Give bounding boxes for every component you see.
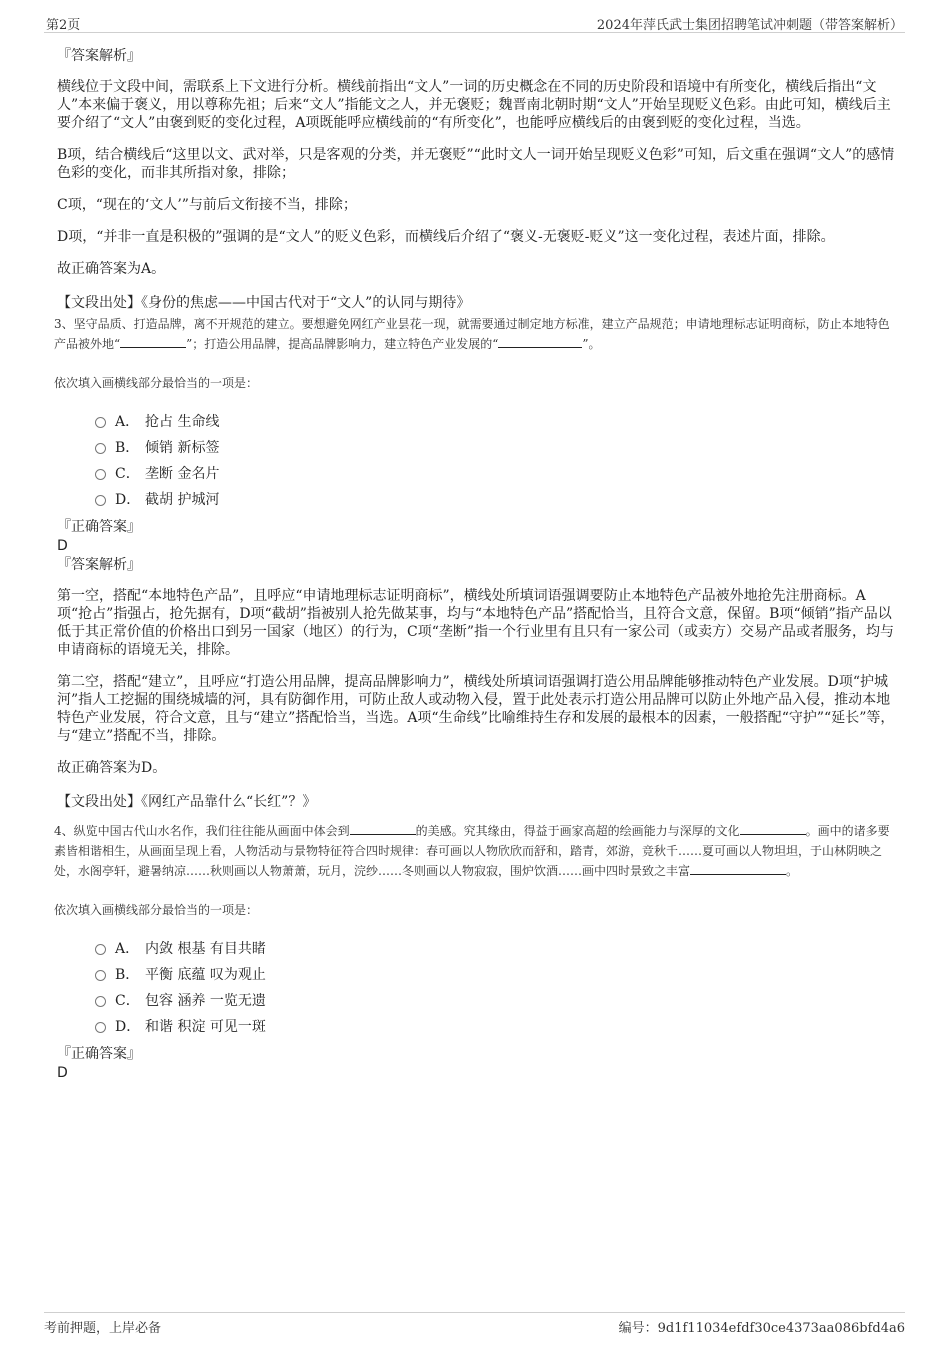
q3-stem: 3、坚守品质、打造品牌，离不开规范的建立。要想避免网红产业昙花一现，就需要通过制定地方标准，建立产品规范；申请地理标志证明商标，防止本地特色产品被外地“ ”；打造公用品牌，提高品牌影响力，建立特色产业发展的“ ”。 — [54, 317, 890, 351]
q2-final-answer: 故正确答案为A。 — [57, 261, 166, 277]
q4-answer: D — [57, 1065, 68, 1081]
q3-answer-label: 『正确答案』 — [57, 519, 141, 535]
q2-analysis-paragraph: C项，“现在的‘文人’”与前后文衔接不当，排除； — [57, 197, 357, 213]
radio-icon[interactable] — [95, 1022, 106, 1033]
q4-stem: 4、纵览中国古代山水名作，我们往往能从画面中体会到 的美感。究其缘由，得益于画家高超的绘画能力与深厚的文化 。画中的诸多要素皆相谐相生，从画面呈现上看，人物活动与景物特征符合四时规律：春可画以人物欣欣而舒和，踏青，郊游，竞秋千……夏可画以人物坦坦，于山林阴映之处，水阁亭轩，避暑纳凉……秋则画以人物萧萧，玩月，浣纱……冬则画以人物寂寂，围炉饮酒……画中四时景致之丰富 。 — [54, 824, 890, 878]
q3-answer: D — [57, 538, 68, 554]
page-header — [44, 12, 905, 33]
fill-blank — [740, 822, 806, 835]
page-content — [54, 46, 899, 1082]
q3-analysis-paragraph: 第二空，搭配“建立”，且呼应“打造公用品牌，提高品牌影响力”，横线处所填词语强调打造公用品牌能够推动特色产业发展。D项“护城河”指人工挖掘的围绕城墙的河，具有防御作用，可防止敌人或动物入侵，置于此处表示打造公用品牌可以防止外地产品入侵，推动本地特色产业发展，符合文意，且与“建立”搭配恰当，当选。A项“生命线”比喻维持生存和发展的最根本的因素，一般搭配“守护”“延长”等，与“建立”搭配不当，排除。 — [57, 674, 895, 744]
q4-answer-label: 『正确答案』 — [57, 1046, 141, 1062]
q4-option-d[interactable]: D． 和谐 积淀 可见一斑 — [95, 1014, 899, 1040]
page-footer — [44, 1312, 905, 1337]
page-number: 第2页 — [46, 18, 81, 33]
fill-blank — [350, 822, 416, 835]
q2-analysis-paragraph: D项，“并非一直是积极的”强调的是“文人”的贬义色彩，而横线后介绍了“褒义-无褒贬-贬义”这一变化过程，表述片面，排除。 — [57, 229, 835, 245]
q2-source: 【文段出处】《身份的焦虑——中国古代对于“文人”的认同与期待》 — [57, 295, 471, 311]
q4-option-b[interactable]: B． 平衡 底蕴 叹为观止 — [95, 962, 899, 988]
q3-analysis-paragraph: 第一空，搭配“本地特色产品”，且呼应“申请地理标志证明商标”，横线处所填词语强调要防止本地特色产品被外地抢先注册商标。A项“抢占”指强占，抢先据有，D项“截胡”指被别人抢先做某事，均与“本地特色产品”搭配恰当，且符合文意，保留。B项“倾销”指产品以低于其正常价值的价格出口到另一国家（地区）的行为，C项“垄断”指一个行业里有且只有一家公司（或卖方）交易产品或者服务，均与申请商标的语境无关，排除。 — [57, 588, 895, 658]
q3-option-a[interactable]: A． 抢占 生命线 — [95, 409, 899, 435]
q2-analysis-paragraph: 横线位于文段中间，需联系上下文进行分析。横线前指出“文人”一词的历史概念在不同的历史阶段和语境中有所变化，横线后指出“文人”本来偏于褒义，用以尊称先祖；后来“文人”指能文之人，并无褒贬；魏晋南北朝时期“文人”开始呈现贬义色彩。由此可知，横线后主要介绍了“文人”由褒到贬的变化过程，A项既能呼应横线前的“有所变化”，也能呼应横线后的由褒到贬的变化过程，当选。 — [57, 79, 891, 131]
q3-options — [95, 409, 899, 513]
q4-options — [95, 936, 899, 1040]
q3-final-answer: 故正确答案为D。 — [57, 760, 167, 776]
radio-icon[interactable] — [95, 996, 106, 1007]
q4-option-c[interactable]: C． 包容 涵养 一览无遗 — [95, 988, 899, 1014]
radio-icon[interactable] — [95, 944, 106, 955]
q3-option-c[interactable]: C． 垄断 金名片 — [95, 461, 899, 487]
q4-option-a[interactable]: A． 内敛 根基 有目共睹 — [95, 936, 899, 962]
document-code: 编号：9d1f11034efdf30ce4373aa086bfd4a6 — [618, 1321, 905, 1336]
fill-blank — [498, 335, 582, 348]
radio-icon[interactable] — [95, 469, 106, 480]
fill-blank — [120, 335, 186, 348]
radio-icon[interactable] — [95, 443, 106, 454]
q2-analysis-paragraph: B项，结合横线后“这里以文、武对举，只是客观的分类，并无褒贬”“此时文人一词开始呈现贬义色彩”可知，后文重在强调“文人”的感情色彩的变化，而非其所指对象，排除； — [57, 147, 895, 181]
q3-option-d[interactable]: D． 截胡 护城河 — [95, 487, 899, 513]
radio-icon[interactable] — [95, 417, 106, 428]
q3-analysis-label: 『答案解析』 — [57, 557, 141, 573]
radio-icon[interactable] — [95, 970, 106, 981]
q3-source: 【文段出处】《网红产品靠什么“长红”？》 — [57, 794, 317, 810]
footer-slogan: 考前押题，上岸必备 — [44, 1321, 162, 1336]
q4-prompt: 依次填入画横线部分最恰当的一项是： — [54, 903, 259, 917]
q3-option-b[interactable]: B． 倾销 新标签 — [95, 435, 899, 461]
radio-icon[interactable] — [95, 495, 106, 506]
document-title: 2024年萍氏武士集团招聘笔试冲刺题（带答案解析） — [596, 18, 903, 33]
q3-prompt: 依次填入画横线部分最恰当的一项是： — [54, 376, 259, 390]
fill-blank — [690, 862, 786, 875]
q2-analysis-label: 『答案解析』 — [57, 48, 141, 64]
